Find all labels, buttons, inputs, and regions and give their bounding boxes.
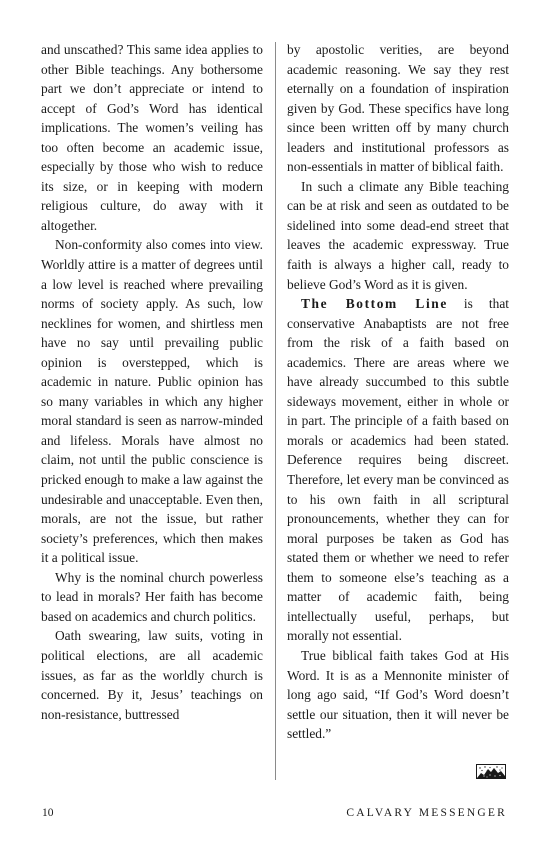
paragraph: In such a climate any Bible teaching can be at risk and seen as outdated to be sidelined into some dead-end street that leaves the academic expressway. True faith is always a higher call, ready to believe God’s Word as it is given. <box>287 178 509 292</box>
left-column <box>41 40 263 724</box>
paragraph: Non-conformity also comes into view. Worldly attire is a matter of degrees until a low level is reached where prevailing norms of society apply. As such, low necklines for women, and shirtless men have no say until prevailing public opinion is overstepped, which is academic in nature. Public opinion has so many variables in which any higher moral standard is seen as narrow-minded and lifeless. Morals have almost no claim, not until the public conscience is pricked enough to make a law against the undesirable and unacceptable. Even then, morals, are not the issue, but rather society’s preferences, which then makes it a political issue. <box>41 237 263 566</box>
paragraph: and unscathed? This same idea applies to other Bible teachings. Any bothersome part we don’t appreciate or intend to accept of God’s Word has identical implications. The women’s veiling has too often become an academic issue, especially by those who wish to reduce its size, or in keeping with modern religious culture, do away with it altogether. <box>41 42 263 233</box>
end-of-article-ornament-icon <box>476 764 506 779</box>
final-paragraph: True biblical faith takes God at His Word. It is as a Mennonite minister of long ago said, “If God’s Word doesn’t settle our situation, then it will never be settled.” <box>287 647 509 742</box>
page-number: 10 <box>42 807 54 819</box>
paragraph: Why is the nominal church powerless to lead in morals? Her faith has become based on academics and church politics. <box>41 569 263 624</box>
bottom-line-paragraph <box>287 294 509 646</box>
runin-body: is that conservative Anabaptists are not free from the risk of a faith based on academics. There are areas where we have already succumbed to this subtle sideways movement, either in whole or in part. The principle of a faith based on morals or academics had been stated. Deference requires being discreet. Therefore, let every man be convinced as to his own faith in all scriptural pronouncements, whether they can for moral purposes be taken as God has stated them or whether we need to refer them to someone else’s teaching as a matter of academic faith, being intellectually useful, perhaps, but morally not essential. <box>287 296 509 644</box>
paragraph: by apostolic verities, are beyond academic reasoning. We say they rest eternally on a foundation of inspiration given by God. These specifics have long since been written off by many church leaders and institutional professors as non-essentials in matter of biblical faith. <box>287 42 509 175</box>
column-divider <box>275 42 276 780</box>
runin-heading: The Bottom Line <box>301 296 448 312</box>
right-column <box>287 40 509 744</box>
magazine-name: CALVARY MESSENGER <box>346 807 507 819</box>
paragraph: Oath swearing, law suits, voting in political elections, are all academic issues, as far as the worldly church is concerned. By it, Jesus’ teachings on non-resistance, buttressed <box>41 628 263 722</box>
